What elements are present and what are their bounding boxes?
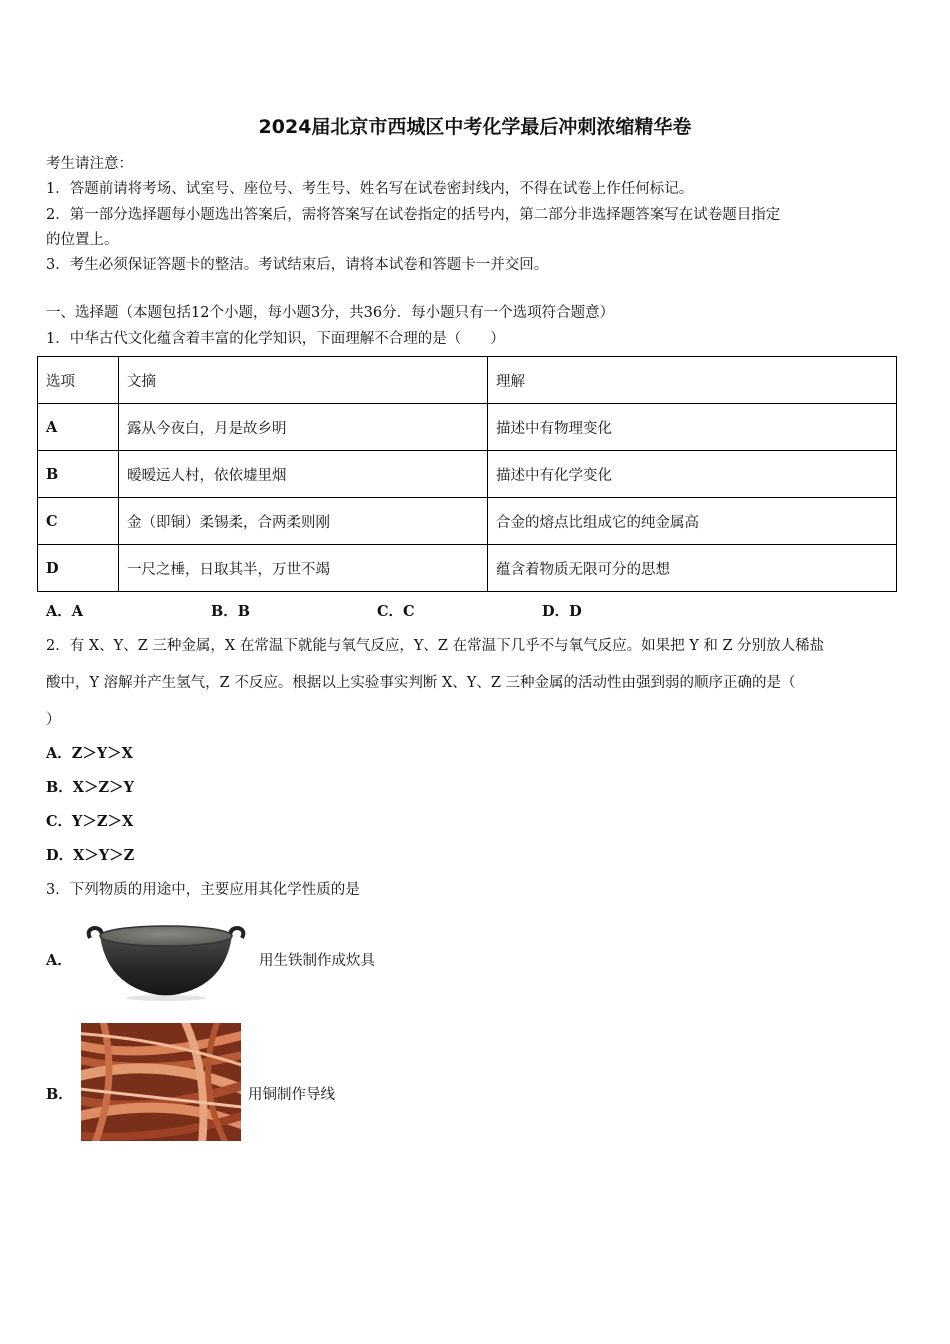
- table-cell: 描述中有化学变化: [488, 451, 897, 498]
- option-a[interactable]: A．A: [46, 603, 84, 620]
- page-title: 2024届北京市西城区中考化学最后冲刺浓缩精华卷: [258, 116, 692, 138]
- copper-wire-image: [81, 1023, 241, 1141]
- table-header-row: [38, 357, 897, 404]
- question-2-stem-line: ）: [46, 712, 61, 728]
- section-heading: 一、选择题（本题包括12个小题，每小题3分，共36分．每小题只有一个选项符合题意）: [46, 305, 615, 321]
- table-row: [38, 498, 897, 545]
- table-cell: B: [38, 451, 119, 498]
- option-c[interactable]: C．C: [377, 603, 415, 620]
- notice-item: 2．第一部分选择题每小题选出答案后，需将答案写在试卷指定的括号内，第二部分非选择题答案写在试卷题目指定: [46, 207, 781, 223]
- table-row: [38, 545, 897, 592]
- iron-wok-image: [86, 920, 246, 1002]
- table-cell: C: [38, 498, 119, 545]
- notice-heading: 考生请注意：: [46, 156, 133, 172]
- option-a[interactable]: A．Z＞Y＞X: [46, 745, 133, 762]
- table-header-cell: 理解: [488, 357, 897, 404]
- question-2-stem-line: 2．有 X、Y、Z 三种金属，X 在常温下就能与氧气反应，Y、Z 在常温下几乎不与氧气反应。如果把 Y 和 Z 分别放人稀盐: [46, 638, 825, 654]
- option-a-text: 用生铁制作成炊具: [259, 953, 375, 969]
- notice-item: 的位置上。: [46, 232, 119, 248]
- table-cell: 暧暧远人村，依依墟里烟: [119, 451, 488, 498]
- table-cell: A: [38, 404, 119, 451]
- option-b[interactable]: B．B: [211, 603, 251, 620]
- table-cell: 合金的熔点比组成它的纯金属高: [488, 498, 897, 545]
- option-b[interactable]: B．X＞Z＞Y: [46, 779, 134, 796]
- question-1-stem: 1．中华古代文化蕴含着丰富的化学知识，下面理解不合理的是（ ）: [46, 331, 505, 347]
- table-cell: 金（即铜）柔锡柔，合两柔则刚: [119, 498, 488, 545]
- table-row: [38, 404, 897, 451]
- table-cell: D: [38, 545, 119, 592]
- option-b-text: 用铜制作导线: [248, 1087, 335, 1103]
- question-1-table: [37, 356, 897, 592]
- table-row: [38, 451, 897, 498]
- option-a-label[interactable]: A．: [46, 952, 72, 969]
- table-cell: 一尺之棰，日取其半，万世不竭: [119, 545, 488, 592]
- question-3-stem: 3．下列物质的用途中，主要应用其化学性质的是: [46, 882, 360, 898]
- option-d[interactable]: D．X＞Y＞Z: [46, 847, 135, 864]
- option-c[interactable]: C．Y＞Z＞X: [46, 813, 134, 830]
- option-d[interactable]: D．D: [542, 603, 582, 620]
- table-cell: 露从今夜白，月是故乡明: [119, 404, 488, 451]
- option-b-label[interactable]: B．: [46, 1086, 73, 1103]
- table-cell: 描述中有物理变化: [488, 404, 897, 451]
- table-header-cell: 选项: [38, 357, 119, 404]
- notice-item: 3．考生必须保证答题卡的整洁。考试结束后，请将本试卷和答题卡一并交回。: [46, 257, 549, 273]
- notice-item: 1．答题前请将考场、试室号、座位号、考生号、姓名写在试卷密封线内，不得在试卷上作任何标记。: [46, 181, 694, 197]
- table-header-cell: 文摘: [119, 357, 488, 404]
- table-cell: 蕴含着物质无限可分的思想: [488, 545, 897, 592]
- question-2-stem-line: 酸中，Y 溶解并产生氢气，Z 不反应。根据以上实验事实判断 X、Y、Z 三种金属的活动性由强到弱的顺序正确的是（: [46, 675, 796, 691]
